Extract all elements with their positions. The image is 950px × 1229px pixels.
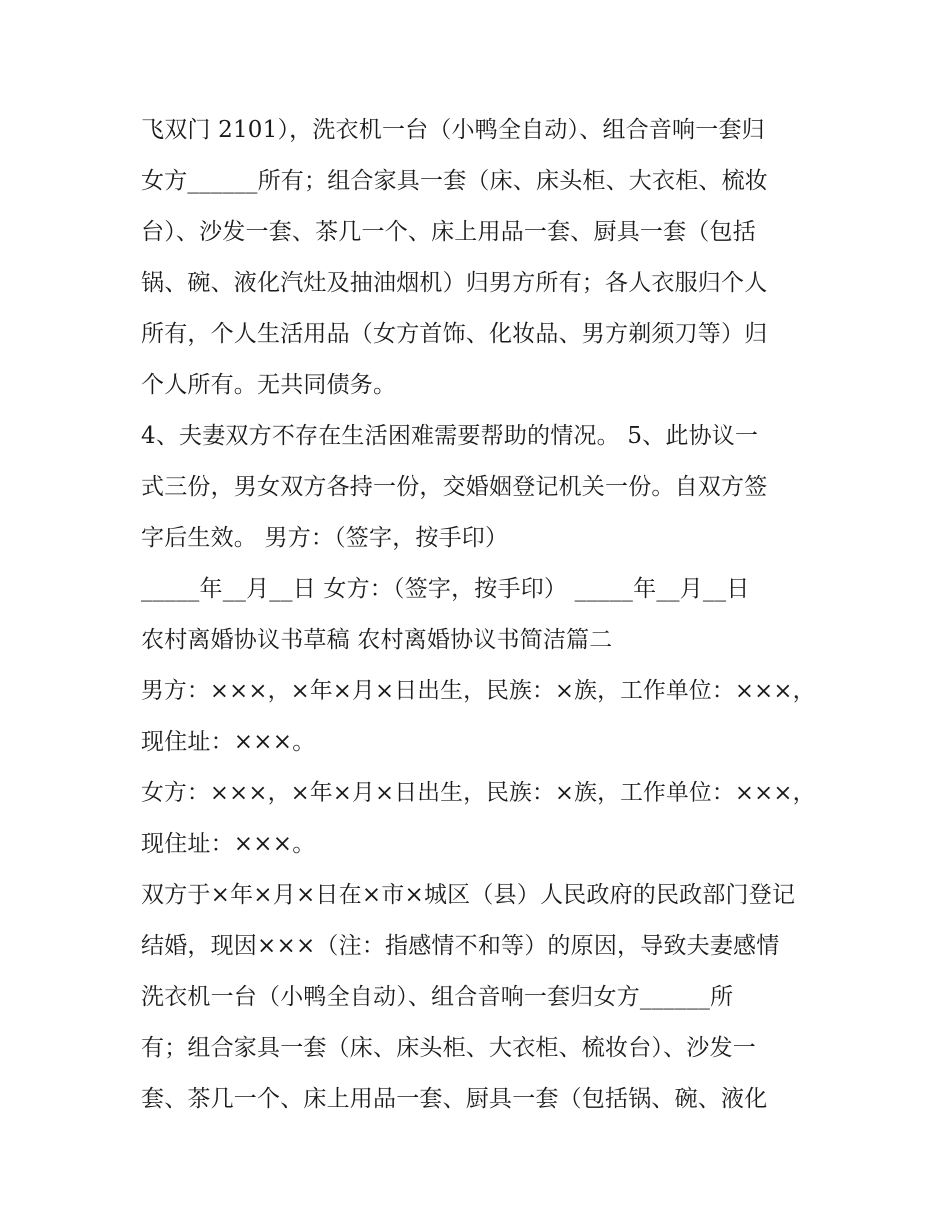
text-line: 女方______所有；组合家具一套（床、床头柜、大衣柜、梳妆 [141, 168, 768, 194]
text-line: 台）、沙发一套、茶几一个、床上用品一套、厨具一套（包括 [141, 219, 756, 245]
section-heading: 农村离婚协议书草稿 农村离婚协议书简洁篇二 [141, 627, 613, 653]
text-line: 锅、碗、液化汽灶及抽油烟机）归男方所有；各人衣服归个人 [141, 270, 768, 296]
text-line: 结婚，现因×××（注：指感情不和等）的原因，导致夫妻感情 [141, 933, 780, 959]
document-body [141, 105, 816, 1125]
text-line: 式三份，男女双方各持一份，交婚姻登记机关一份。自双方签 [141, 474, 768, 500]
text-line: 现住址：×××。 [141, 831, 316, 857]
text-line: 双方于×年×月×日在×市×城区（县）人民政府的民政部门登记 [141, 882, 796, 908]
text-line: 个人所有。无共同债务。 [141, 372, 397, 398]
text-line: 现住址：×××。 [141, 729, 316, 755]
text-line: 女方：×××，×年×月×日出生，民族：×族，工作单位：×××， [141, 780, 816, 806]
text-line: 洗衣机一台（小鸭全自动）、组合音响一套归女方______所 [141, 984, 734, 1010]
text-line: 字后生效。 男方：（签字，按手印） [141, 525, 509, 551]
signature-date-line: _____年__月__日 女方：（签字，按手印） _____年__月__日 [141, 576, 750, 602]
text-line: 4、夫妻双方不存在生活困难需要帮助的情况。 5、此协议一 [141, 423, 759, 449]
text-line: 套、茶几一个、床上用品一套、厨具一套（包括锅、碗、液化 [141, 1086, 768, 1112]
text-line: 男方：×××，×年×月×日出生，民族：×族，工作单位：×××， [141, 678, 816, 704]
text-line: 所有，个人生活用品（女方首饰、化妆品、男方剃须刀等）归 [141, 321, 768, 347]
text-line: 飞双门 2101），洗衣机一台（小鸭全自动）、组合音响一套归 [141, 117, 765, 143]
text-line: 有；组合家具一套（床、床头柜、大衣柜、梳妆台）、沙发一 [141, 1035, 756, 1061]
